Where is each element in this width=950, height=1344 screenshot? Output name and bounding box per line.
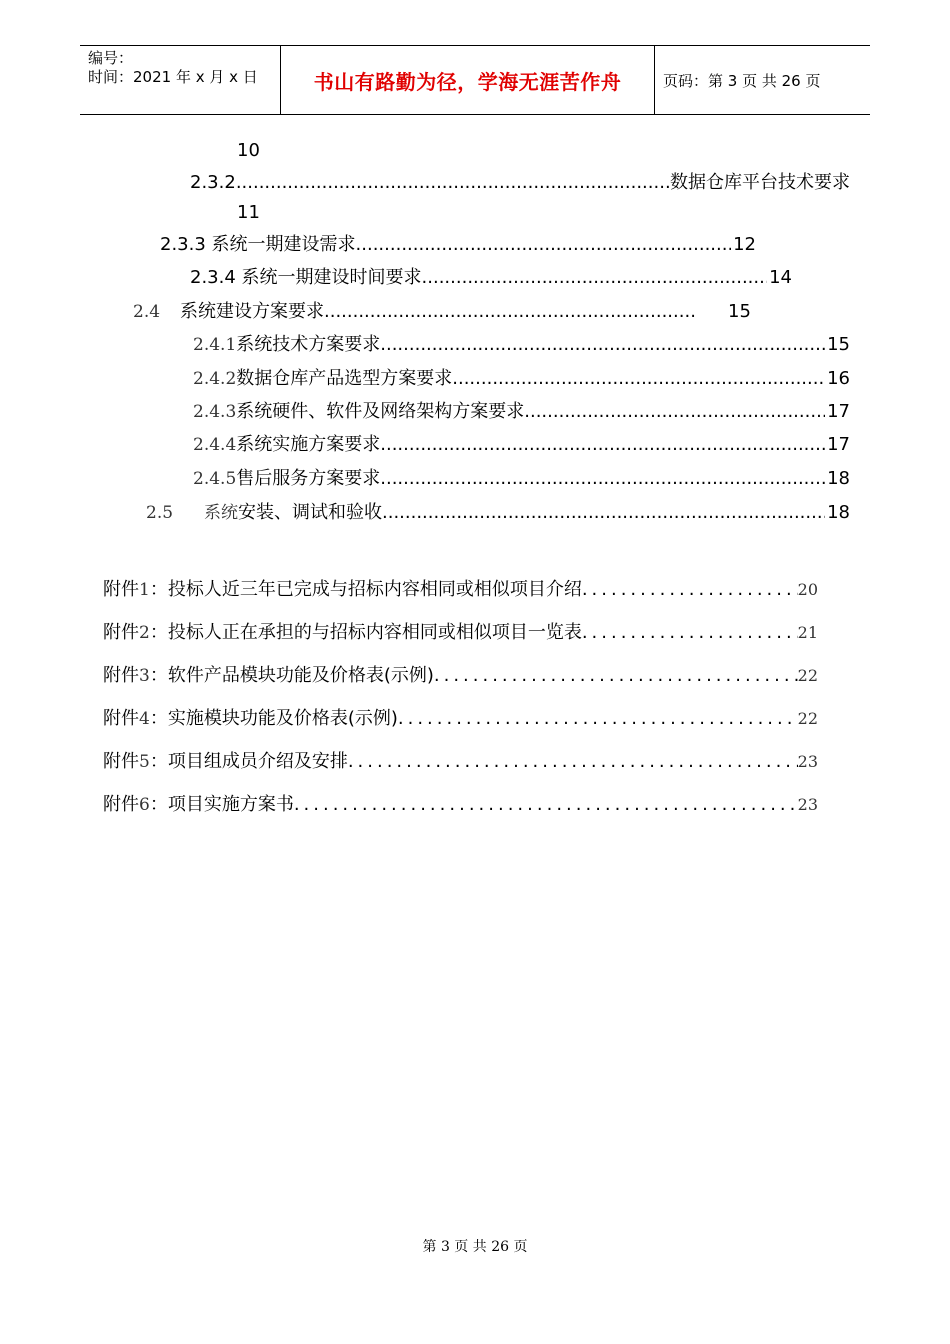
appendix-title: ：实施模块功能及价格表(示例) <box>149 708 398 729</box>
appendix-title: ：项目实施方案书 <box>149 794 294 815</box>
toc-number: 2.4.5 <box>193 469 237 489</box>
toc-leader-dots <box>356 232 732 258</box>
page-footer: 第 3 页 共 26 页 <box>422 1239 528 1255</box>
toc-title: 系统实施方案要求 <box>236 434 381 455</box>
appendix-page: 22 <box>797 709 818 728</box>
appendix-label: 附件 <box>103 794 139 815</box>
toc-title: 系统建设方案要求 <box>180 301 324 322</box>
appendix-title: ：项目组成员介绍及安排 <box>149 751 348 772</box>
appendix-leader-dots <box>582 577 798 603</box>
toc-number: 2.5 <box>146 503 174 523</box>
toc-leader-dots <box>380 332 825 358</box>
toc-entry-2-3-2[interactable] <box>190 170 850 196</box>
toc-title: 系统一期建设时间要求 <box>241 267 422 288</box>
appendix-number: 5 <box>139 752 150 772</box>
toc-number: 2.4.3 <box>193 402 237 422</box>
toc-entry-2-5[interactable] <box>146 500 850 526</box>
toc-entry-2-3-4[interactable] <box>190 265 792 291</box>
toc-title: 系统一期建设需求 <box>211 234 356 255</box>
toc-page-11: 11 <box>237 202 260 223</box>
page-header <box>80 45 870 115</box>
toc-page: 15 <box>728 301 751 322</box>
toc-page: 17 <box>827 401 850 422</box>
toc-number: 2.4.1 <box>193 335 237 355</box>
toc-number: 2.4.2 <box>193 369 237 389</box>
appendix-number: 2 <box>139 623 150 643</box>
appendix-page: 21 <box>797 623 818 642</box>
toc-leader-dots <box>382 500 825 526</box>
toc-title: 数据仓库产品选型方案要求 <box>236 368 453 389</box>
appendix-number: 3 <box>139 666 150 686</box>
header-page-info: 页码：第 3 页 共 26 页 <box>663 71 821 90</box>
toc-leader-dots <box>380 466 825 492</box>
toc-leader-dots <box>380 432 825 458</box>
appendix-entry-2[interactable] <box>103 620 818 646</box>
toc-leader-dots <box>422 265 768 291</box>
appendix-entry-3[interactable] <box>103 663 818 689</box>
appendix-number: 6 <box>139 795 150 815</box>
appendix-entry-1[interactable] <box>103 577 818 603</box>
toc-title: 售后服务方案要求 <box>236 468 381 489</box>
toc-page: 12 <box>733 234 756 255</box>
toc-page-10: 10 <box>237 140 260 161</box>
toc-title: 系统硬件、软件及网络架构方案要求 <box>236 401 525 422</box>
toc-page: 15 <box>827 334 850 355</box>
appendix-leader-dots <box>348 749 798 775</box>
toc-entry-2-4-2[interactable] <box>193 366 850 392</box>
toc-leader-dots <box>452 366 825 392</box>
appendix-number: 4 <box>139 709 150 729</box>
toc-page: 14 <box>769 267 792 288</box>
toc-entry-2-4-1[interactable] <box>193 332 850 358</box>
appendix-number: 1 <box>139 580 150 600</box>
toc-title: 系统技术方案要求 <box>236 334 381 355</box>
toc-leader-dots <box>236 170 670 196</box>
appendix-entry-6[interactable] <box>103 792 818 818</box>
appendix-label: 附件 <box>103 751 139 772</box>
appendix-page: 22 <box>797 666 818 685</box>
appendix-page: 23 <box>797 795 818 814</box>
toc-number: 2.3.3 <box>160 234 206 255</box>
appendix-page: 20 <box>797 580 818 599</box>
appendix-title: ：软件产品模块功能及价格表(示例) <box>149 665 434 686</box>
toc-entry-2-3-3[interactable] <box>160 232 756 258</box>
time-label: 时间：2021 年 x 月 x 日 <box>88 68 258 86</box>
toc-page: 16 <box>827 368 850 389</box>
toc-number: 2.3.2 <box>190 172 236 193</box>
appendix-leader-dots <box>294 792 798 818</box>
toc-entry-2-4-3[interactable] <box>193 399 850 425</box>
appendix-label: 附件 <box>103 708 139 729</box>
appendix-label: 附件 <box>103 622 139 643</box>
toc-number: 2.4 <box>133 302 161 322</box>
appendix-leader-dots <box>582 620 798 646</box>
appendix-entry-5[interactable] <box>103 749 818 775</box>
toc-page: 18 <box>827 468 850 489</box>
toc-number: 2.3.4 <box>190 267 236 288</box>
toc-title: 安装、调试和验收 <box>238 502 382 523</box>
appendix-title: ：投标人近三年已完成与招标内容相同或相似项目介绍 <box>149 579 582 600</box>
appendix-leader-dots <box>398 706 798 732</box>
header-meta <box>80 46 281 114</box>
toc-number: 2.4.4 <box>193 435 237 455</box>
appendix-label: 附件 <box>103 579 139 600</box>
toc-entry-2-4[interactable] <box>133 299 766 325</box>
appendix-leader-dots <box>434 663 798 689</box>
toc-title: 数据仓库平台技术要求 <box>670 172 850 193</box>
toc-page: 18 <box>827 502 850 523</box>
toc-entry-2-4-4[interactable] <box>193 432 850 458</box>
appendix-title: ：投标人正在承担的与招标内容相同或相似项目一览表 <box>149 622 582 643</box>
toc-page: 17 <box>827 434 850 455</box>
toc-entry-2-4-5[interactable] <box>193 466 850 492</box>
toc-title-prefix: 系统 <box>204 503 238 523</box>
toc-leader-dots <box>524 399 825 425</box>
appendix-page: 23 <box>797 752 818 771</box>
code-label: 编号： <box>88 49 134 67</box>
toc-leader-dots <box>324 299 696 325</box>
appendix-label: 附件 <box>103 665 139 686</box>
header-motto: 书山有路勤为径，学海无涯苦作舟 <box>281 46 655 114</box>
appendix-entry-4[interactable] <box>103 706 818 732</box>
